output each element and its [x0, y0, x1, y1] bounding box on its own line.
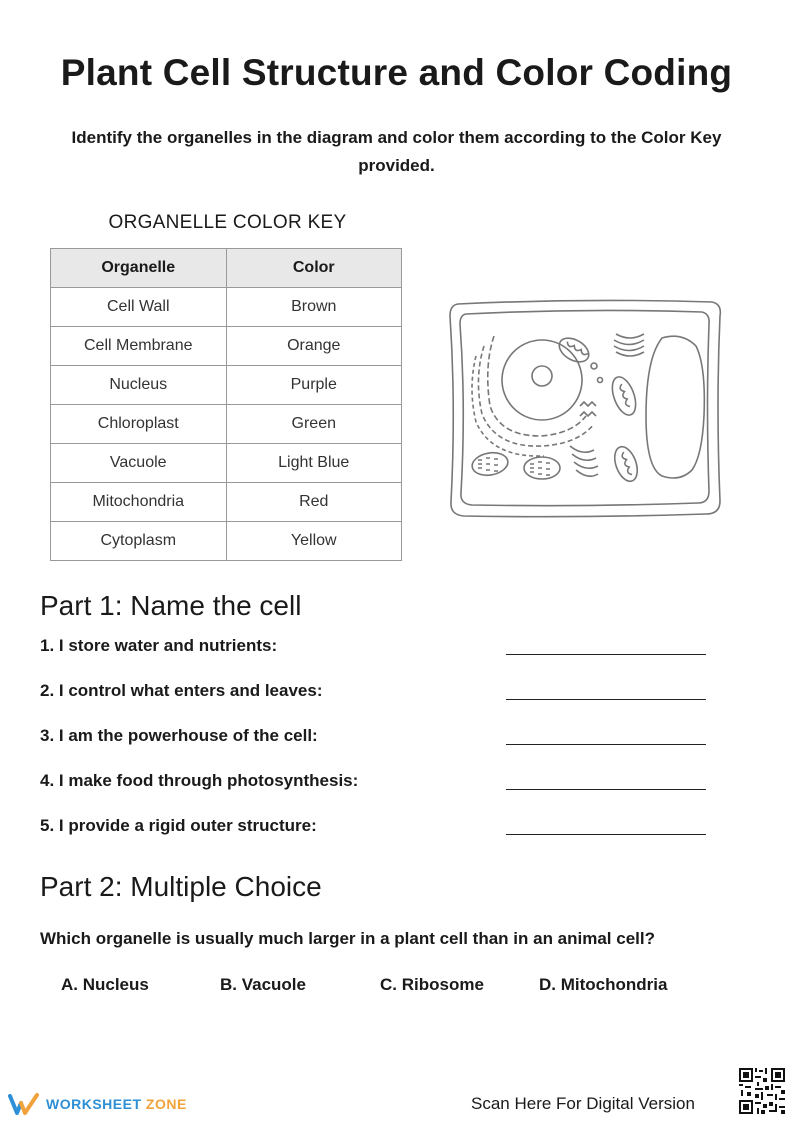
nucleolus-shape [532, 366, 552, 386]
organelle-cell: Vacuole [51, 444, 227, 483]
color-cell: Purple [226, 366, 402, 405]
worksheet-zone-logo [8, 1092, 187, 1116]
option-d[interactable]: D. Mitochondria [539, 975, 668, 994]
vacuole-shape [646, 336, 704, 478]
page-title: Plant Cell Structure and Color Coding [60, 52, 733, 93]
multiple-choice-question: Which organelle is usually much larger in a plant cell than in an animal cell? [40, 929, 655, 948]
organelle-cell: Cell Membrane [51, 327, 227, 366]
color-cell: Yellow [226, 522, 402, 561]
nucleus-shape [502, 340, 582, 420]
organelle-cell: Cytoplasm [51, 522, 227, 561]
mitochondrion-shape [608, 374, 640, 418]
brand-accent: ZONE [145, 1096, 187, 1112]
table-row [51, 288, 402, 327]
brand-name [46, 1096, 187, 1112]
table-row [51, 405, 402, 444]
option-a[interactable]: A. Nucleus [61, 975, 149, 994]
question-5-text: 5. I provide a rigid outer structure: [40, 816, 317, 835]
question-3-text: 3. I am the powerhouse of the cell: [40, 726, 318, 745]
organelle-cell: Chloroplast [51, 405, 227, 444]
brand-main: WORKSHEET [46, 1096, 142, 1112]
question-1-text: 1. I store water and nutrients: [40, 636, 278, 655]
color-key-table [50, 248, 402, 561]
option-c[interactable]: C. Ribosome [380, 975, 484, 994]
table-row [51, 366, 402, 405]
column-header-organelle: Organelle [51, 249, 227, 288]
organelle-cell: Cell Wall [51, 288, 227, 327]
organelle-cell: Mitochondria [51, 483, 227, 522]
question-4-text: 4. I make food through photosynthesis: [40, 771, 359, 790]
plant-cell-diagram [444, 296, 726, 522]
color-key-heading: ORGANELLE COLOR KEY [108, 212, 347, 233]
part2-heading: Part 2: Multiple Choice [40, 871, 322, 902]
color-cell: Red [226, 483, 402, 522]
page-instructions: Identify the organelles in the diagram and color them according to the Color Key provided. [71, 128, 722, 175]
color-cell: Orange [226, 327, 402, 366]
color-cell: Light Blue [226, 444, 402, 483]
table-row [51, 444, 402, 483]
color-cell: Green [226, 405, 402, 444]
answer-blank-1[interactable] [506, 654, 706, 655]
mitochondrion-shape [610, 444, 641, 485]
part1-heading: Part 1: Name the cell [40, 590, 302, 621]
mitochondrion-shape [555, 333, 593, 366]
scan-caption: Scan Here For Digital Version [471, 1094, 695, 1113]
golgi-apparatus-shape [614, 334, 644, 356]
column-header-color: Color [226, 249, 402, 288]
organelle-cell: Nucleus [51, 366, 227, 405]
table-header-row [51, 249, 402, 288]
answer-blank-4[interactable] [506, 789, 706, 790]
answer-blank-3[interactable] [506, 744, 706, 745]
worksheet-zone-logo-icon [8, 1092, 40, 1116]
answer-blank-2[interactable] [506, 699, 706, 700]
table-row [51, 327, 402, 366]
color-cell: Brown [226, 288, 402, 327]
qr-code-icon[interactable] [739, 1068, 785, 1114]
question-2-text: 2. I control what enters and leaves: [40, 681, 323, 700]
answer-blank-5[interactable] [506, 834, 706, 835]
cell-membrane-shape [460, 310, 709, 505]
table-row [51, 522, 402, 561]
table-row [51, 483, 402, 522]
option-b[interactable]: B. Vacuole [220, 975, 306, 994]
golgi-apparatus-shape [570, 446, 598, 476]
